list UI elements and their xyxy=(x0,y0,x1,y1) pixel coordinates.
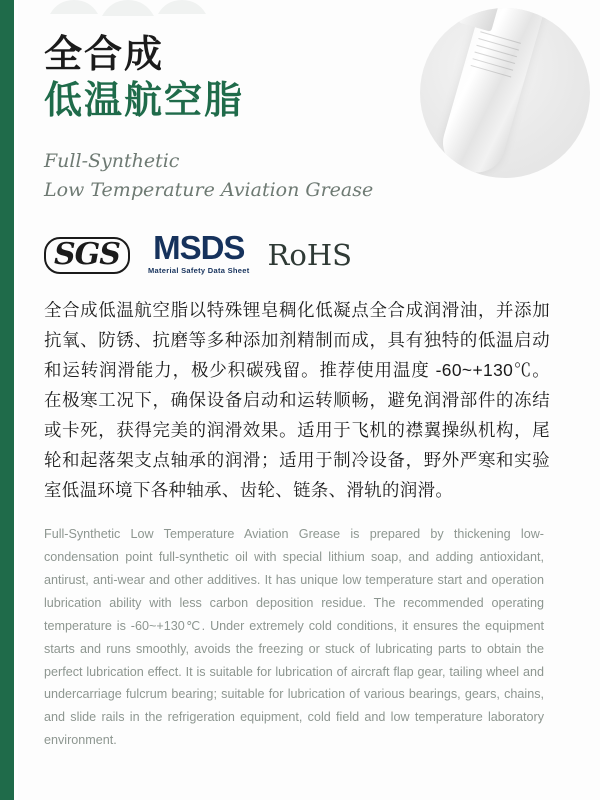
page-title-en-line2: Low Temperature Aviation Grease xyxy=(44,178,374,201)
description-cn: 全合成低温航空脂以特殊锂皂稠化低凝点全合成润滑油，并添加抗氧、防锈、抗磨等多种添加剂精制而成，具有独特的低温启动和运转润滑能力，极少积碳残留。推荐使用温度 -60~+130℃。在极寒工况下，确保设备启动和运转顺畅，避免润滑部件的冻结或卡死，获得完美的润滑效果。适用于飞机的襟翼操纵机构，尾轮和起落架支点轴承的润滑；适用于制冷设备，野外严寒和实验室低温环境下各种轴承、齿轮、链条、滑轨的润滑。 xyxy=(44,300,550,500)
sgs-badge: SGS xyxy=(44,237,130,275)
content-column xyxy=(44,0,564,765)
page-title-cn-secondary: 低温航空脂 xyxy=(44,79,245,122)
certification-badges xyxy=(44,230,564,274)
msds-badge xyxy=(147,228,250,275)
page-title-cn-primary: 全合成 xyxy=(44,34,165,76)
left-accent-bar xyxy=(0,0,14,800)
rohs-badge: RoHS xyxy=(267,238,352,273)
msds-badge-label: MSDS xyxy=(153,228,245,266)
page-title-en-line1: Full-Synthetic xyxy=(44,150,180,173)
left-accent-bar-highlight xyxy=(14,0,18,800)
description-en: Full-Synthetic Low Temperature Aviation Grease is prepared by thickening low-condensation point full-synthetic oil with special lithium soap, and adding antioxidant, antirust, anti-wear and other additives. It has unique low temperature start and operation lubrication ability with less carbon deposition residue. The recommended operating temperature is -60~+130℃. Under extremely cold conditions, it ensures the equipment starts and runs smoothly, avoids the freezing or stuck of lubricating parts to obtain the perfect lubrication effect. It is suitable for lubrication of aircraft flap gear, tailing wheel and undercarriage fulcrum bearing; suitable for lubrication of various bearings, gears, chains, and slide rails in the refrigeration equipment, cold field and low temperature laboratory environment. xyxy=(44,527,544,748)
msds-badge-sublabel: Material Safety Data Sheet xyxy=(147,265,250,275)
page-title-en xyxy=(44,147,564,204)
